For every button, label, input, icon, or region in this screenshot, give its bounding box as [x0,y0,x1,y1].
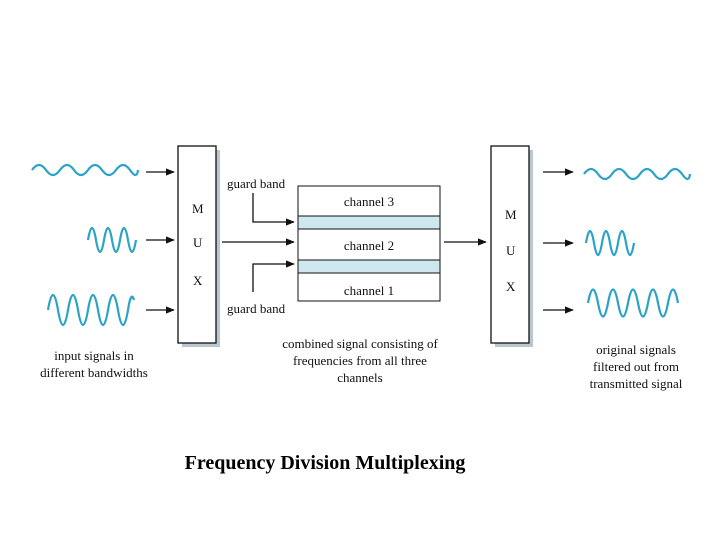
caption-combined-line-1: combined signal consisting of [282,336,438,351]
caption-outputs [568,341,704,392]
guard-arrow-bottom [253,264,294,292]
caption-combined-line-2: frequencies from all three [293,353,427,368]
caption-inputs [20,347,168,381]
caption-inputs-line-2: different bandwidths [40,365,148,380]
output-wave-low [584,169,690,179]
input-wave-high [48,295,134,325]
mux-left-letter-m: M [192,201,204,216]
guard-band-upper [298,216,440,229]
input-wave-mid [88,228,136,252]
guard-band-label-bottom: guard band [227,301,286,316]
caption-combined-line-3: channels [337,370,383,385]
output-wave-mid [586,231,634,255]
channel-3-label: channel 3 [343,194,395,209]
mux-left-letter-u: U [193,235,203,250]
channel-2-label: channel 2 [343,238,395,253]
caption-inputs-line-1: input signals in [54,348,134,363]
page-title: Frequency Division Multiplexing [184,452,466,474]
mux-right-letter-m: M [505,207,517,222]
guard-band-lower [298,260,440,273]
channel-1-label: channel 1 [343,283,395,298]
guard-band-label-top: guard band [227,176,286,191]
output-wave-high [588,290,678,317]
caption-outputs-line-3: transmitted signal [589,376,683,391]
mux-left-letter-x: X [193,273,203,288]
mux-right-letter-u: U [506,243,516,258]
caption-outputs-line-2: filtered out from [593,359,679,374]
mux-right-letter-x: X [506,279,516,294]
caption-combined [262,335,458,386]
caption-outputs-line-1: original signals [596,342,676,357]
guard-arrow-top [253,193,294,222]
input-wave-low [32,165,138,175]
